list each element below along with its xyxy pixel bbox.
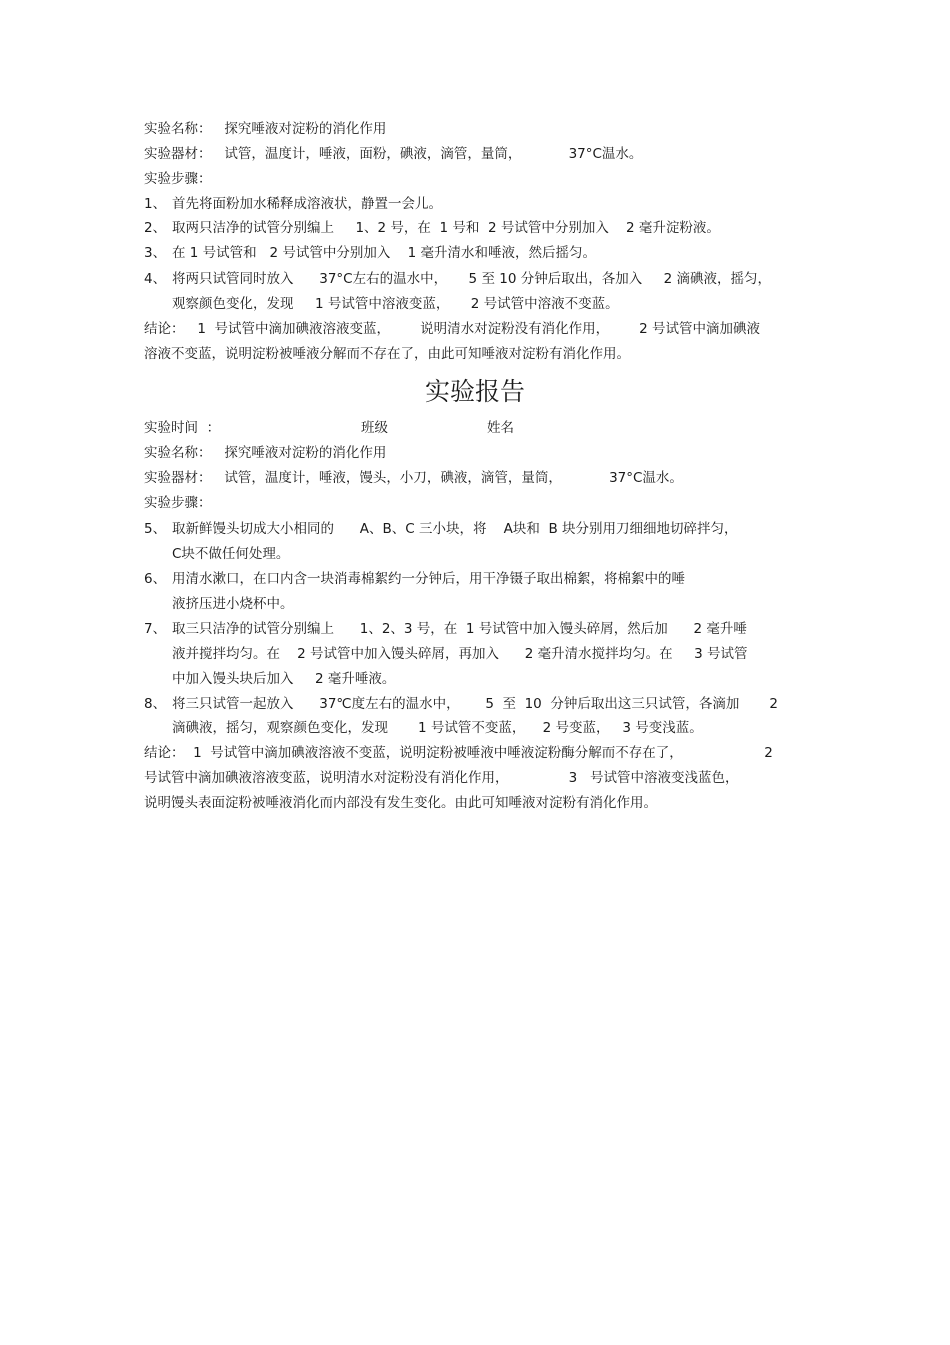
step-text: 将三只试管一起放入 37℃度左右的温水中， 5 至 10 分钟后取出这三只试管，各滴加 2 [172,696,778,712]
report-conclusion-line: 结论： 1 号试管中滴加碘液溶液不变蓝，说明淀粉被唾液中唾液淀粉酶分解而不存在了， 2 [144,745,773,761]
step-text: 取两只洁净的试管分别编上 1、2 号，在 1 号和 2 号试管中分别加入 2 毫升淀粉液。 [172,220,720,236]
step-text: 用清水漱口，在口内含一块消毒棉絮约一分钟后，用干净镊子取出棉絮，将棉絮中的唾 [172,571,685,587]
report-experiment-materials: 实验器材： 试管，温度计，唾液，馒头，小刀，碘液，滴管，量筒， 37°C温水。 [144,470,683,486]
step-number: 3、 [144,245,167,261]
step-number: 6、 [144,571,167,587]
report-name-label: 姓名 [487,420,514,436]
step-number: 7、 [144,621,167,637]
step-text: 首先将面粉加水稀释成溶液状，静置一会儿。 [172,196,442,212]
conclusion-line: 结论： 1 号试管中滴加碘液溶液变蓝， 说明清水对淀粉没有消化作用， 2 号试管中滴加碘液 [144,321,761,337]
step-number: 1、 [144,196,167,212]
report-experiment-name: 实验名称： 探究唾液对淀粉的消化作用 [144,445,387,461]
step-number: 8、 [144,696,167,712]
step-6-continuation: 液挤压进小烧杯中。 [172,596,294,612]
experiment-materials: 实验器材： 试管，温度计，唾液，面粉，碘液，滴管，量筒， 37°C温水。 [144,146,643,162]
step-7-continuation: 中加入馒头块后加入 2 毫升唾液。 [172,671,396,687]
experiment-name: 实验名称： 探究唾液对淀粉的消化作用 [144,121,387,137]
report-steps-label: 实验步骤： [144,495,212,511]
conclusion-line: 溶液不变蓝，说明淀粉被唾液分解而不存在了，由此可知唾液对淀粉有消化作用。 [144,346,630,362]
report-class-label: 班级 [361,420,388,436]
report-conclusion-line: 说明馒头表面淀粉被唾液消化而内部没有发生变化。由此可知唾液对淀粉有消化作用。 [144,795,657,811]
experiment-steps-label: 实验步骤： [144,171,212,187]
step-4 [144,270,771,288]
step-8 [144,695,778,713]
report-time-label: 实验时间 ： [144,420,221,436]
step-number: 5、 [144,521,167,537]
step-text: 取新鲜馒头切成大小相同的 A、B、C 三小块，将 A块和 B 块分别用刀细细地切碎拌匀， [172,521,738,537]
report-title: 实验报告 [424,377,525,406]
report-conclusion-line: 号试管中滴加碘液溶液变蓝，说明清水对淀粉没有消化作用， 3 号试管中溶液变浅蓝色， [144,770,739,786]
step-5 [144,520,738,538]
step-7 [144,620,747,638]
step-3 [144,244,596,262]
step-text: 在 1 号试管和 2 号试管中分别加入 1 毫升清水和唾液，然后摇匀。 [172,245,596,261]
step-text: 取三只洁净的试管分别编上 1、2、3 号，在 1 号试管中加入馒头碎屑，然后加 2 毫升唾 [172,621,747,637]
step-2 [144,219,720,237]
step-text: 将两只试管同时放入 37°C左右的温水中， 5 至 10 分钟后取出，各加入 2 滴碘液，摇匀， [172,271,772,287]
step-7-continuation: 液并搅拌均匀。在 2 号试管中加入馒头碎屑，再加入 2 毫升清水搅拌均匀。在 3 号试管 [172,646,748,662]
step-6 [144,570,685,588]
step-8-continuation: 滴碘液，摇匀，观察颜色变化，发现 1 号试管不变蓝， 2 号变蓝， 3 号变浅蓝。 [172,720,703,736]
step-1 [144,195,442,213]
step-number: 2、 [144,220,167,236]
step-4-continuation: 观察颜色变化，发现 1 号试管中溶液变蓝， 2 号试管中溶液不变蓝。 [172,296,619,312]
step-number: 4、 [144,271,167,287]
step-5-continuation: C块不做任何处理。 [172,546,290,562]
